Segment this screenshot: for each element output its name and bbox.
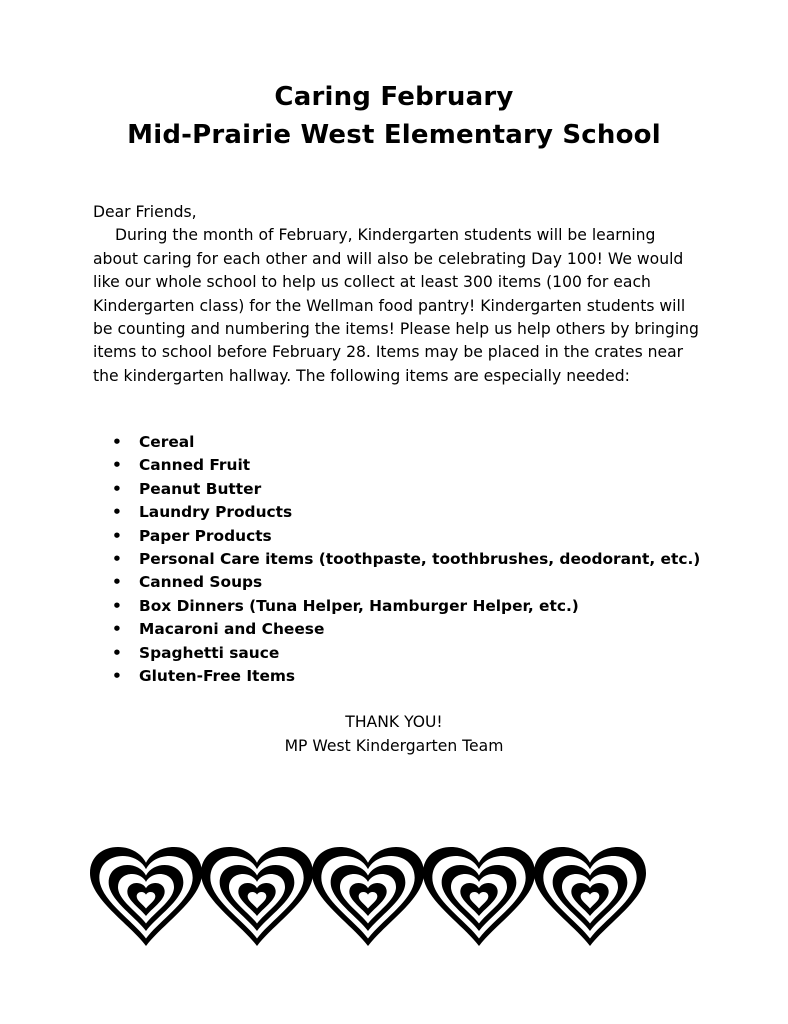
list-item: • Box Dinners (Tuna Helper, Hamburger Helper, etc.) <box>112 595 700 618</box>
letter-body <box>93 201 703 388</box>
heart-icon <box>201 847 313 946</box>
list-item: • Laundry Products <box>112 501 700 524</box>
needed-items-list <box>112 431 700 688</box>
heart-icon <box>312 847 424 946</box>
list-item: • Canned Fruit <box>112 454 700 477</box>
list-item: • Cereal <box>112 431 700 454</box>
list-item: • Macaroni and Cheese <box>112 618 700 641</box>
school-name: Mid-Prairie West Elementary School <box>127 120 661 150</box>
heart-icon <box>534 847 646 946</box>
list-item: • Spaghetti sauce <box>112 642 700 665</box>
heart-icon <box>423 847 535 946</box>
list-item: • Gluten-Free Items <box>112 665 700 688</box>
list-item: • Peanut Butter <box>112 478 700 501</box>
page-title: Caring February <box>274 82 514 112</box>
thank-you-text: THANK YOU! <box>345 713 443 731</box>
hearts-border <box>90 840 650 950</box>
list-item: • Canned Soups <box>112 571 700 594</box>
letter-paragraph: During the month of February, Kindergarten students will be learning about caring for each other and will also be celebrating Day 100! We would like our whole school to help us collect at least 300 items (100 for each Kindergarten class) for the Wellman food pantry! Kindergarten students will be counting and numbering the items! Please help us help others by bringing items to school before February 28. Items may be placed in the crates near the kindergarten hallway. The following items are especially needed: <box>93 226 699 385</box>
list-item: • Paper Products <box>112 525 700 548</box>
signature: MP West Kindergarten Team <box>284 737 504 755</box>
list-item: • Personal Care items (toothpaste, toothbrushes, deodorant, etc.) <box>112 548 700 571</box>
salutation: Dear Friends, <box>93 203 197 221</box>
heart-icon <box>90 847 202 946</box>
